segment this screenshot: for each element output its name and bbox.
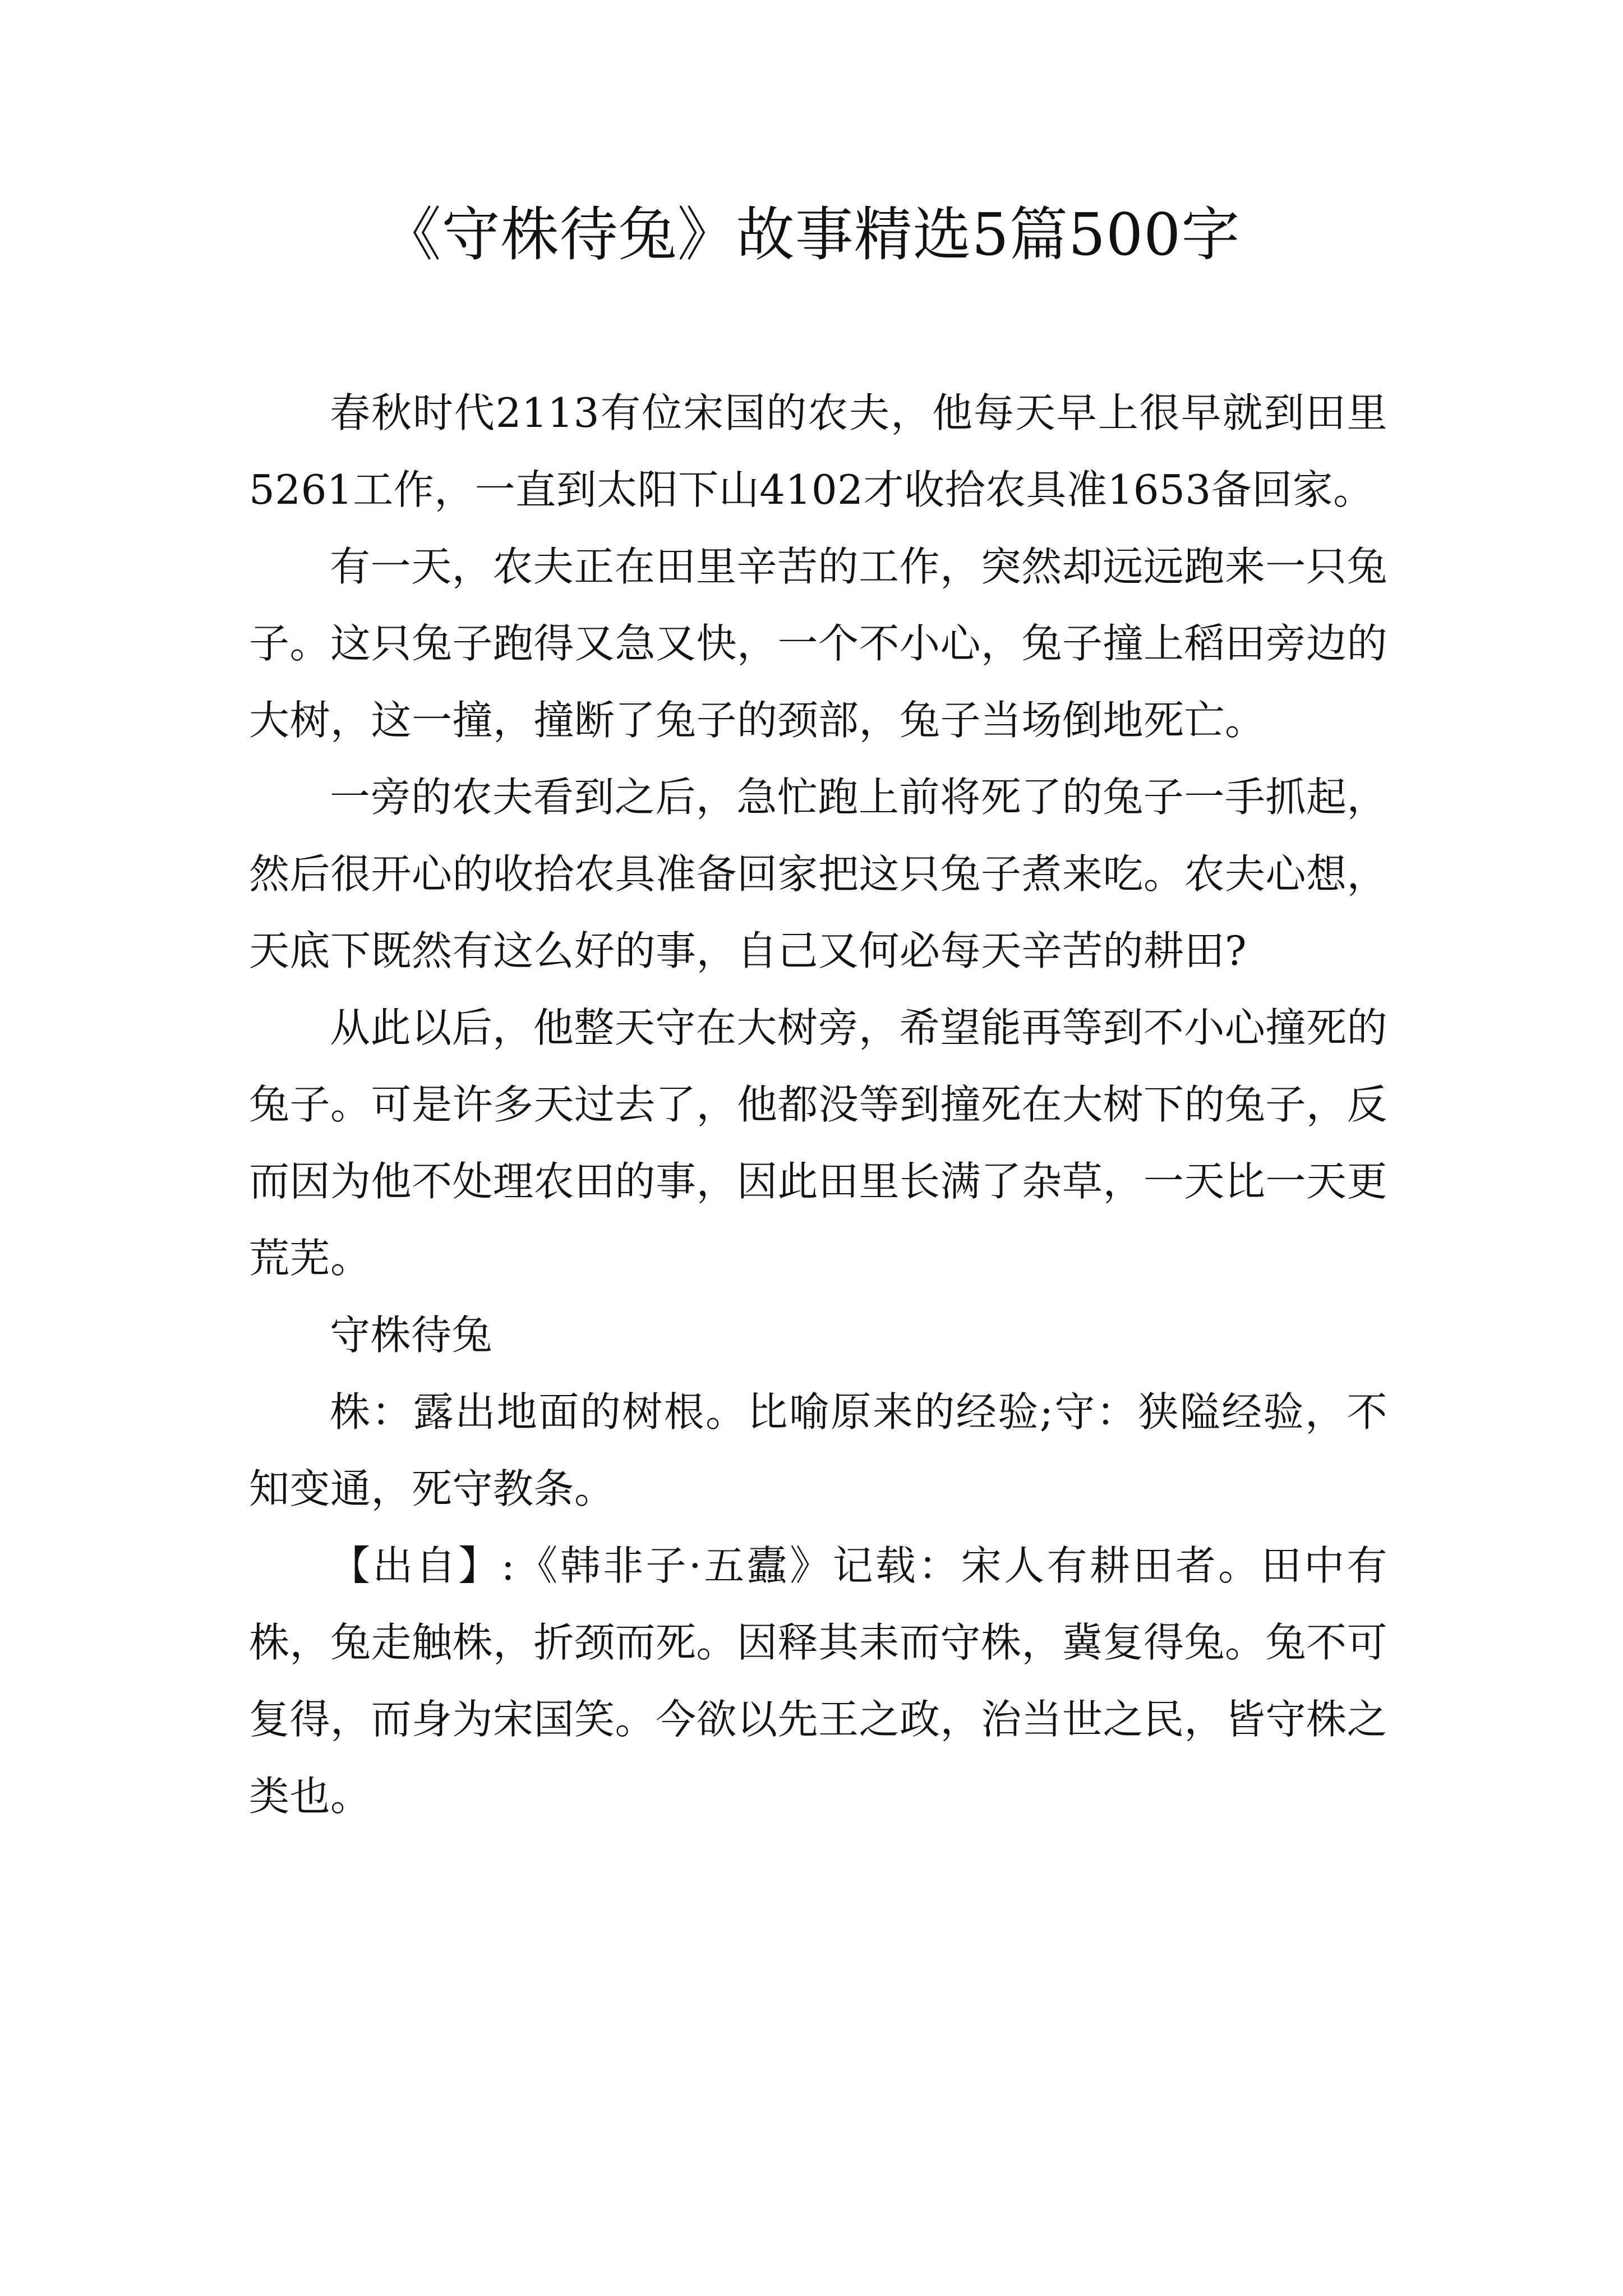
paragraph-1: 春秋时代2113有位宋国的农夫，他每天早上很早就到田里5261工作，一直到太阳下山4102才收拾农具准1653备回家。 xyxy=(249,389,1387,513)
paragraph-3: 一旁的农夫看到之后，急忙跑上前将死了的兔子一手抓起，然后很开心的收拾农具准备回家把这只兔子煮来吃。农夫心想，天底下既然有这么好的事，自己又何必每天辛苦的耕田? xyxy=(249,774,1388,974)
paragraph-6-definition: 株：露出地面的树根。比喻原来的经验;守：狭隘经验，不知变通，死守教条。 xyxy=(249,1388,1387,1512)
paragraph-5-idiom-heading: 守株待兔 xyxy=(330,1312,493,1359)
document-title: 《守株待兔》故事精选5篇500字 xyxy=(382,200,1241,269)
paragraph-7-source: 【出自】:《韩非子·五蠹》记载：宋人有耕田者。田中有株，兔走触株，折颈而死。因释其耒而守株，冀复得兔。兔不可复得，而身为宋国笑。今欲以先王之政，治当世之民，皆守株之类也。 xyxy=(249,1542,1388,1820)
document-body xyxy=(249,375,1387,1835)
paragraph-2: 有一天，农夫正在田里辛苦的工作，突然却远远跑来一只兔子。这只兔子跑得又急又快，一个不小心，兔子撞上稻田旁边的大树，这一撞，撞断了兔子的颈部，兔子当场倒地死亡。 xyxy=(249,543,1388,744)
paragraph-4: 从此以后，他整天守在大树旁，希望能再等到不小心撞死的兔子。可是许多天过去了，他都没等到撞死在大树下的兔子，反而因为他不处理农田的事，因此田里长满了杂草，一天比一天更荒芜。 xyxy=(249,1004,1388,1282)
